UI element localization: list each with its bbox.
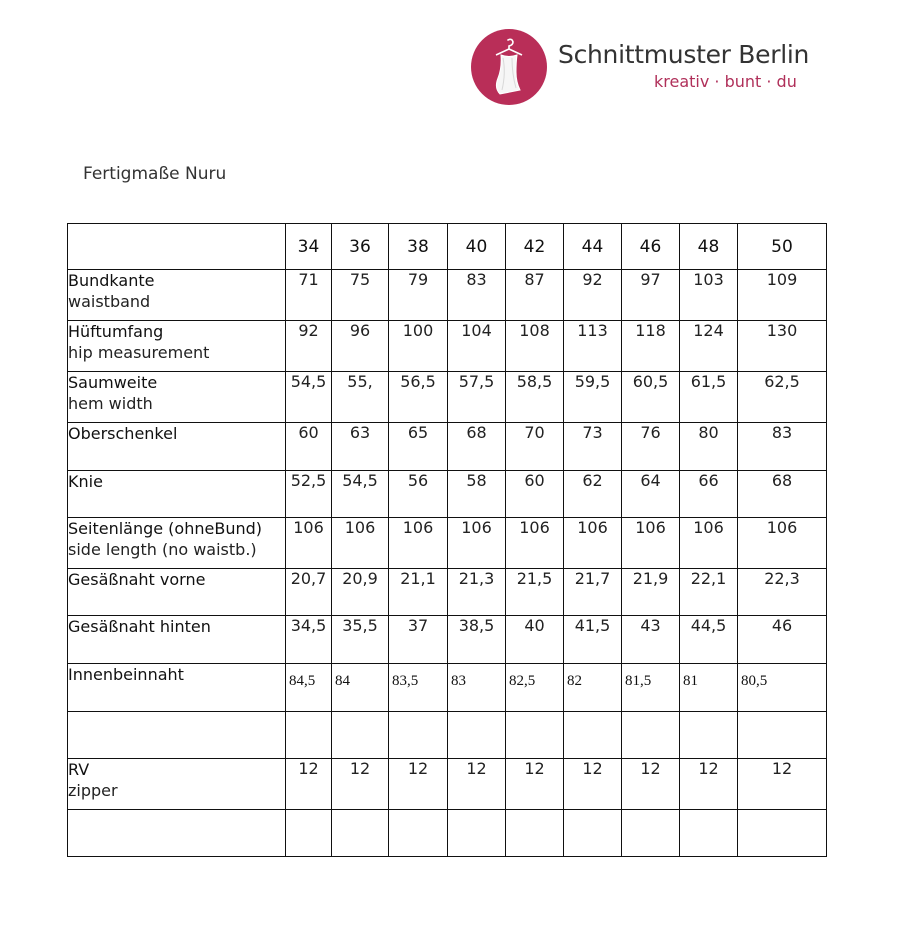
table-row [68, 616, 827, 664]
value-cell: 109 [738, 270, 827, 321]
value-cell: 83 [448, 270, 506, 321]
value-cell [680, 712, 738, 759]
value-cell [286, 810, 332, 857]
value-cell: 52,5 [286, 471, 332, 518]
value-cell [622, 712, 680, 759]
row-label-cell [68, 810, 286, 857]
value-cell [389, 810, 448, 857]
table-row [68, 810, 827, 857]
row-label-cell [68, 518, 286, 569]
value-cell: 84 [332, 664, 389, 712]
value-cell: 65 [389, 423, 448, 471]
value-cell: 46 [738, 616, 827, 664]
value-cell [564, 810, 622, 857]
size-header: 34 [286, 224, 332, 270]
value-cell: 38,5 [448, 616, 506, 664]
value-cell: 106 [506, 518, 564, 569]
table-row [68, 471, 827, 518]
value-cell: 12 [564, 759, 622, 810]
measurements-table [67, 223, 827, 857]
size-header: 40 [448, 224, 506, 270]
value-cell: 66 [680, 471, 738, 518]
table-row [68, 664, 827, 712]
size-header: 50 [738, 224, 827, 270]
row-label-cell [68, 471, 286, 518]
value-cell: 21,9 [622, 569, 680, 616]
row-label: Knie [68, 472, 103, 491]
value-cell: 55, [332, 372, 389, 423]
value-cell: 84,5 [286, 664, 332, 712]
value-cell [332, 810, 389, 857]
value-cell: 35,5 [332, 616, 389, 664]
value-cell: 21,5 [506, 569, 564, 616]
size-header: 42 [506, 224, 564, 270]
value-cell: 97 [622, 270, 680, 321]
value-cell: 40 [506, 616, 564, 664]
value-cell: 37 [389, 616, 448, 664]
value-cell: 80 [680, 423, 738, 471]
value-cell: 57,5 [448, 372, 506, 423]
value-cell: 59,5 [564, 372, 622, 423]
value-cell: 62,5 [738, 372, 827, 423]
table-row [68, 712, 827, 759]
value-cell: 87 [506, 270, 564, 321]
value-cell: 71 [286, 270, 332, 321]
value-cell: 106 [564, 518, 622, 569]
brand-name: Schnittmuster Berlin [558, 40, 810, 69]
row-label-cell [68, 616, 286, 664]
value-cell: 75 [332, 270, 389, 321]
value-cell: 83 [448, 664, 506, 712]
value-cell: 12 [286, 759, 332, 810]
size-header: 44 [564, 224, 622, 270]
value-cell: 81,5 [622, 664, 680, 712]
value-cell: 82,5 [506, 664, 564, 712]
row-label: Hüftumfang [68, 322, 164, 341]
value-cell: 73 [564, 423, 622, 471]
value-cell: 106 [622, 518, 680, 569]
value-cell [448, 712, 506, 759]
value-cell: 92 [286, 321, 332, 372]
value-cell: 21,7 [564, 569, 622, 616]
value-cell: 124 [680, 321, 738, 372]
value-cell: 96 [332, 321, 389, 372]
value-cell: 79 [389, 270, 448, 321]
value-cell [506, 712, 564, 759]
row-label-cell [68, 664, 286, 712]
value-cell: 76 [622, 423, 680, 471]
row-label-cell [68, 569, 286, 616]
value-cell: 56,5 [389, 372, 448, 423]
value-cell: 106 [286, 518, 332, 569]
row-label-cell [68, 759, 286, 810]
table-row [68, 270, 827, 321]
value-cell [738, 712, 827, 759]
value-cell: 100 [389, 321, 448, 372]
table-row [68, 423, 827, 471]
table-row [68, 569, 827, 616]
size-header: 48 [680, 224, 738, 270]
value-cell: 130 [738, 321, 827, 372]
row-label: Seitenlänge (ohneBund) [68, 519, 262, 538]
dress-hanger-icon [470, 28, 548, 106]
value-cell: 81 [680, 664, 738, 712]
value-cell: 68 [738, 471, 827, 518]
value-cell [286, 712, 332, 759]
value-cell: 12 [680, 759, 738, 810]
value-cell [506, 810, 564, 857]
size-header-row [68, 224, 827, 270]
table-row [68, 372, 827, 423]
value-cell: 83 [738, 423, 827, 471]
value-cell [680, 810, 738, 857]
value-cell: 68 [448, 423, 506, 471]
value-cell: 70 [506, 423, 564, 471]
value-cell: 106 [448, 518, 506, 569]
value-cell: 12 [448, 759, 506, 810]
value-cell: 83,5 [389, 664, 448, 712]
value-cell: 43 [622, 616, 680, 664]
row-label: Gesäßnaht vorne [68, 570, 206, 589]
value-cell: 56 [389, 471, 448, 518]
value-cell: 64 [622, 471, 680, 518]
value-cell: 118 [622, 321, 680, 372]
row-sublabel: hem width [68, 394, 153, 413]
value-cell: 41,5 [564, 616, 622, 664]
value-cell: 54,5 [286, 372, 332, 423]
value-cell: 34,5 [286, 616, 332, 664]
value-cell: 22,1 [680, 569, 738, 616]
value-cell: 92 [564, 270, 622, 321]
value-cell: 62 [564, 471, 622, 518]
value-cell: 60,5 [622, 372, 680, 423]
table-row [68, 759, 827, 810]
row-label: Saumweite [68, 373, 158, 392]
table-row [68, 518, 827, 569]
size-header: 36 [332, 224, 389, 270]
value-cell: 106 [680, 518, 738, 569]
value-cell: 63 [332, 423, 389, 471]
table-row [68, 321, 827, 372]
row-sublabel: side length (no waistb.) [68, 540, 257, 559]
value-cell: 106 [738, 518, 827, 569]
value-cell [332, 712, 389, 759]
value-cell: 82 [564, 664, 622, 712]
row-label: Oberschenkel [68, 424, 178, 443]
value-cell [738, 810, 827, 857]
row-label: RV [68, 760, 90, 779]
value-cell: 58 [448, 471, 506, 518]
size-header: 38 [389, 224, 448, 270]
value-cell [564, 712, 622, 759]
brand-tagline: kreativ · bunt · du [654, 72, 797, 91]
value-cell: 22,3 [738, 569, 827, 616]
header-corner-cell [68, 224, 286, 270]
value-cell: 12 [506, 759, 564, 810]
value-cell: 20,7 [286, 569, 332, 616]
value-cell: 113 [564, 321, 622, 372]
document-title: Fertigmaße Nuru [83, 164, 227, 184]
value-cell: 20,9 [332, 569, 389, 616]
value-cell: 54,5 [332, 471, 389, 518]
value-cell: 106 [332, 518, 389, 569]
row-label: Innenbeinnaht [68, 665, 184, 684]
row-label-cell [68, 712, 286, 759]
value-cell: 12 [622, 759, 680, 810]
row-label: Gesäßnaht hinten [68, 617, 211, 636]
value-cell [389, 712, 448, 759]
row-label-cell [68, 270, 286, 321]
value-cell: 21,1 [389, 569, 448, 616]
value-cell: 44,5 [680, 616, 738, 664]
value-cell: 21,3 [448, 569, 506, 616]
value-cell: 12 [332, 759, 389, 810]
value-cell: 80,5 [738, 664, 827, 712]
value-cell: 61,5 [680, 372, 738, 423]
value-cell: 103 [680, 270, 738, 321]
row-label-cell [68, 321, 286, 372]
row-label-cell [68, 423, 286, 471]
value-cell: 60 [506, 471, 564, 518]
value-cell: 12 [738, 759, 827, 810]
row-sublabel: waistband [68, 292, 151, 311]
value-cell: 58,5 [506, 372, 564, 423]
value-cell [622, 810, 680, 857]
value-cell: 104 [448, 321, 506, 372]
value-cell: 60 [286, 423, 332, 471]
value-cell: 108 [506, 321, 564, 372]
value-cell: 12 [389, 759, 448, 810]
row-sublabel: zipper [68, 781, 118, 800]
row-label: Bundkante [68, 271, 155, 290]
row-sublabel: hip measurement [68, 343, 210, 362]
value-cell [448, 810, 506, 857]
value-cell: 106 [389, 518, 448, 569]
row-label-cell [68, 372, 286, 423]
size-header: 46 [622, 224, 680, 270]
